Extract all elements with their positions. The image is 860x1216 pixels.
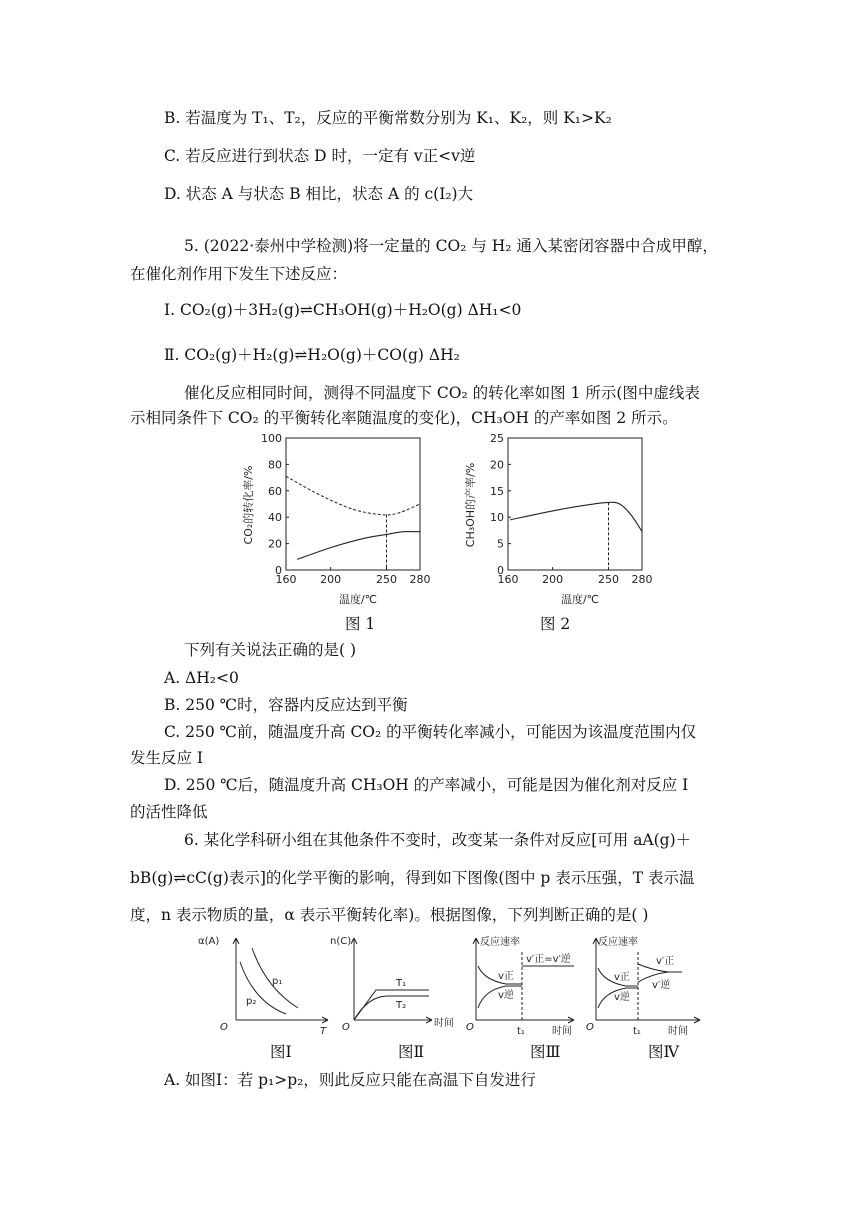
q5-stem-2: 在催化剂作用下发生下述反应： [130,265,348,283]
q5-option-b: B. 250 ℃时，容器内反应达到平衡 [164,696,408,714]
figIII-veq-label: v′正=v′逆 [526,954,571,965]
fig1-ylabel: CO₂的转化率/% [242,465,255,545]
x-tick-label: 280 [631,573,653,586]
figure-II [324,930,474,1038]
figIII-vz-label: v正 [498,971,514,982]
figure-IV [582,930,712,1038]
figIV-vn-label: v逆 [614,992,630,1003]
y-tick-label: 5 [497,537,504,551]
y-tick-label: 40 [268,511,282,525]
q5-option-c-1: C. 250 ℃前，随温度升高 CO₂ 的平衡转化率减小，可能因为该温度范围内仅 [164,723,697,741]
fig2-frame [508,438,642,570]
q6-option-a: A. 如图Ⅰ：若 p₁>p₂，则此反应只能在高温下自发进行 [164,1071,536,1089]
figIV-origin: O [586,1022,594,1033]
figII-origin: O [342,1022,350,1033]
figIII-t1-label: t₁ [517,1026,525,1037]
option-c: C. 若反应进行到状态 D 时，一定有 v正<v逆 [164,147,476,165]
q5-question: 下列有关说法正确的是( ) [184,641,357,659]
q5-option-c-2: 发生反应 I [130,749,204,767]
q6-stem-1: 6. 某化学科研小组在其他条件不变时，改变某一条件对反应[可用 aA(g)＋ [184,831,692,849]
y-tick-label: 10 [490,511,504,525]
x-tick-label: 200 [320,573,342,586]
q5-option-a: A. ΔH₂<0 [164,669,239,687]
fig1-caption: 图 1 [345,615,376,633]
y-tick-label: 0 [275,564,282,577]
figIII-xlabel: 时间 [552,1026,572,1037]
figure-2 [462,430,662,610]
figI-xlabel: T [320,1026,327,1037]
q5-option-d-1: D. 250 ℃后，随温度升高 CH₃OH 的产率减小，可能是因为催化剂对反应 I [164,776,689,794]
reaction-1: Ⅰ. CO₂(g)＋3H₂(g)⇌CH₃OH(g)＋H₂O(g) ΔH₁<0 [164,301,522,319]
figII-xlabel: 时间 [434,1018,454,1029]
x-tick-label: 160 [275,573,297,586]
y-tick-label: 20 [490,458,504,472]
q5-para-1: 催化反应相同时间，测得不同温度下 CO₂ 的转化率如图 1 所示(图中虚线表 [184,384,700,402]
figII-curve-T2 [354,996,429,1020]
figure-I [196,930,336,1038]
figIV-xlabel: 时间 [668,1026,688,1037]
q6-stem-3: 度，n 表示物质的量，α 表示平衡转化率)。根据图像，下列判断正确的是( ) [130,906,649,924]
figIII-vn-label: v逆 [498,990,514,1001]
option-d: D. 状态 A 与状态 B 相比，状态 A 的 c(I₂)大 [164,185,474,203]
fig1-equilibrium-curve [286,476,420,515]
figIV-vz2-label: v′正 [656,956,675,967]
x-tick-label: 250 [376,573,397,586]
figI-p1-label: p₁ [272,976,283,987]
fig1-frame [286,438,420,570]
q6-stem-2: bB(g)⇌cC(g)表示]的化学平衡的影响，得到如下图像(图中 p 表示压强，T 表示温 [130,869,695,887]
fig2-xlabel: 温度/℃ [560,593,600,606]
x-tick-label: 250 [598,573,619,586]
fig2-yield-curve [510,502,642,531]
y-tick-label: 0 [497,564,504,577]
figII-T1-label: T₁ [396,978,407,989]
y-tick-label: 15 [490,484,504,498]
figII-T2-label: T₂ [396,1000,407,1011]
q5-stem-1: 5. (2022·泰州中学检测)将一定量的 CO₂ 与 H₂ 通入某密闭容器中合成甲醇， [184,237,718,255]
figIII-origin: O [466,1022,474,1033]
y-tick-label: 25 [490,432,504,445]
y-tick-label: 20 [268,537,282,551]
figure-1 [240,430,440,610]
q5-para-2: 示相同条件下 CO₂ 的平衡转化率随温度的变化)，CH₃OH 的产率如图 2 所示。 [130,409,678,427]
option-b: B. 若温度为 T₁、T₂，反应的平衡常数分别为 K₁、K₂，则 K₁>K₂ [164,109,612,127]
figII-caption: 图Ⅱ [398,1043,425,1061]
y-tick-label: 60 [268,484,282,498]
figIV-caption: 图Ⅳ [648,1043,679,1061]
x-tick-label: 280 [409,573,431,586]
figII-ylabel: n(C) [330,936,352,947]
fig1-xlabel: 温度/℃ [338,593,378,606]
figI-caption: 图Ⅰ [270,1043,292,1061]
figI-ylabel: α(A) [198,936,220,947]
figIV-t1-label: t₁ [633,1026,641,1037]
y-tick-label: 100 [261,432,282,445]
x-tick-label: 200 [542,573,564,586]
y-tick-label: 80 [268,458,282,472]
figIV-vz-label: v正 [614,972,630,983]
q5-option-d-2: 的活性降低 [130,803,208,821]
figIV-vn2-label: v′逆 [652,980,671,991]
figure-III [462,930,592,1038]
figIV-ylabel: 反应速率 [598,937,638,948]
x-tick-label: 160 [497,573,519,586]
fig2-ylabel: CH₃OH的产率/% [464,462,477,548]
figIII-caption: 图Ⅲ [530,1043,561,1061]
fig2-caption: 图 2 [540,615,571,633]
fig1-conversion-curve [297,532,420,560]
figIII-ylabel: 反应速率 [480,937,520,948]
reaction-2: Ⅱ. CO₂(g)＋H₂(g)⇌H₂O(g)＋CO(g) ΔH₂ [164,346,460,364]
figI-origin: O [220,1022,228,1033]
figI-p2-label: p₂ [246,996,257,1007]
